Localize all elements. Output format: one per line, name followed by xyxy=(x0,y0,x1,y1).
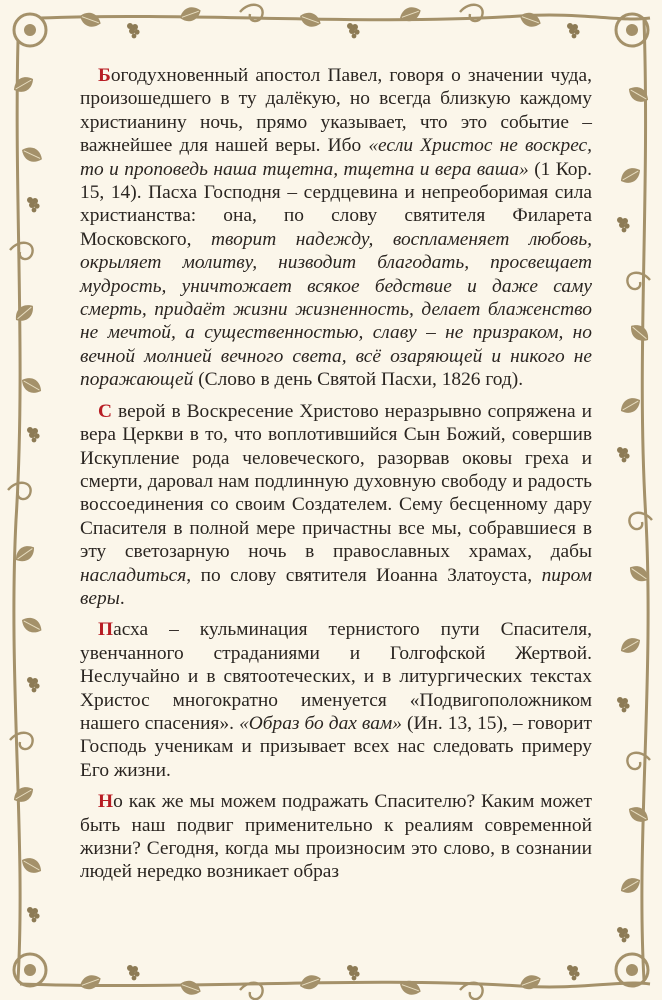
paragraph xyxy=(80,618,592,782)
text-segment: верой в Воскресение Христово неразрывно сопряжена и вера Церкви в то, что воплотившийся Сын Божий, совершив Искупление рода человеческого, разорвав оковы греха и смерти, даровал нам подлинную духовную свободу и радость воссоединения со своим Создателем. Сему бесценному дару Спасителя в полной мере причастны все мы, собравшиеся в эту светозарную ночь в православных храмах, дабы xyxy=(80,400,592,563)
page-body xyxy=(80,64,592,892)
text-segment: огодухновенный апостол Павел, говоря о значении чуда, произошедшего в ту далёкую, но всегда близкую каждому христианину ночь, прямо указывает, что это событие – важнейшее для нашей веры. Ибо xyxy=(80,65,592,157)
text-segment: о как же мы можем подражать Спасителю? Каким может быть наш подвиг применительно к реалиям современной жизни? Сегодня, когда мы произносим это слово, в сознании людей нередко возникает образ xyxy=(80,791,592,883)
paragraph xyxy=(80,790,592,884)
drop-initial: П xyxy=(98,619,114,641)
drop-initial: Н xyxy=(98,791,114,813)
text-segment: (1 Кор. 15, 14). Пасха Господня – сердцевина и непреоборимая сила христианства: она, по слову святителя Филарета Московского, xyxy=(80,158,592,250)
paragraph xyxy=(80,400,592,611)
drop-initial: Б xyxy=(98,65,111,86)
italic-quote: «Образ бо дах вам» xyxy=(239,712,402,734)
paragraph xyxy=(80,64,592,392)
text-segment: . xyxy=(119,587,125,609)
italic-quote: творит надежду, воспламеняет любовь, окрыляет молитву, низводит благодать, просвещает мудрость, уничтожает всякое бедствие и даже саму смерть, придаёт жизни жизненность, делает блаженство не мечтой, а существенностью, славу – не призраком, но вечной молнией вечного света, всё озаряющей и никого не поражающей xyxy=(80,228,592,391)
text-segment: , по слову святителя Иоанна Златоуста, xyxy=(186,564,542,586)
italic-quote: насладиться xyxy=(80,564,187,586)
text-segment: (Слово в день Святой Пасхи, 1826 год). xyxy=(193,369,524,391)
drop-initial: С xyxy=(98,400,113,422)
italic-quote: «если Христос не воскрес, то и проповедь наша тщетна, тщетна и вера ваша» xyxy=(80,135,592,180)
text-segment: асха – кульминация тернистого пути Спасителя, увенчанного страданиями и Голгофской Жертвой. Неслучайно и в святоотеческих, и в литургических текстах Христос многократно именуется «Подвигоположником нашего спасения». xyxy=(80,619,592,734)
text-segment: (Ин. 13, 15), – говорит Господь ученикам и призывает всех нас следовать примеру Его жизни. xyxy=(80,712,592,781)
italic-quote: пиром веры xyxy=(80,564,592,609)
